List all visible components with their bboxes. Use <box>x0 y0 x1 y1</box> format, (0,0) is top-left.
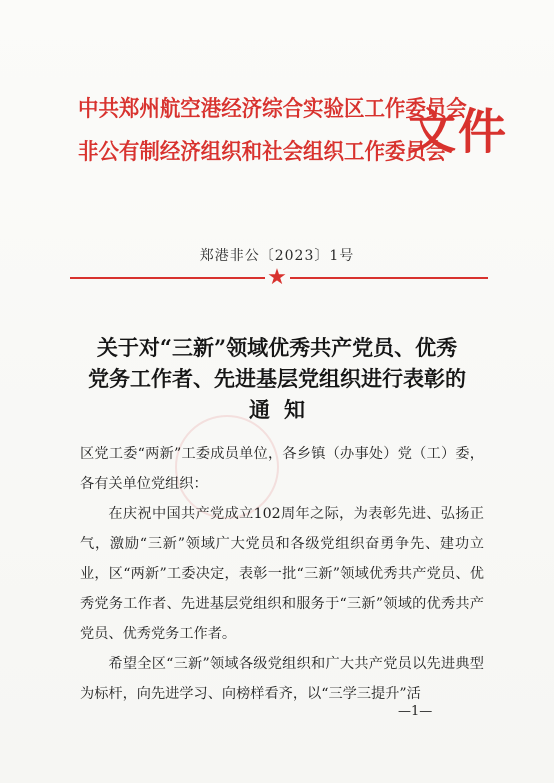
document-body <box>80 439 484 709</box>
red-rule-left <box>70 277 265 279</box>
page-number: —1— <box>398 704 433 719</box>
issuer-line-2: 非公有制经济组织和社会组织工作委员会 <box>78 139 447 165</box>
issuer-line-1: 中共郑州航空港经济综合实验区工作委员会 <box>78 96 467 122</box>
document-title <box>60 332 494 425</box>
title-line-2: 党务工作者、先进基层党组织进行表彰的 <box>88 366 466 391</box>
red-rule-right <box>290 277 488 279</box>
title-line-1: 关于对“三新”领域优秀共产党员、优秀 <box>96 335 458 360</box>
body-paragraph-1: 在庆祝中国共产党成立102周年之际，为表彰先进、弘扬正气，激励“三新”领域广大党员和各级党组织奋勇争先、建功立业，区“两新”工委决定，表彰一批“三新”领域优秀共产党员、优秀党务工作者、先进基层党组织和服务于“三新”领域的优秀共产党员、优秀党务工作者。 <box>80 506 484 642</box>
document-suffix: 文件 <box>408 104 509 160</box>
title-line-3: 通知 <box>249 397 319 422</box>
red-star-icon: ★ <box>267 265 287 290</box>
document-number: 郑港非公〔2023〕1号 <box>199 248 355 264</box>
document-header <box>78 88 509 198</box>
body-paragraph-2: 希望全区“三新”领域各级党组织和广大共产党员以先进典型为标杆，向先进学习、向榜样看齐，以“三学三提升”活 <box>80 656 484 702</box>
salutation: 区党工委“两新”工委成员单位，各乡镇（办事处）党（工）委，各有关单位党组织： <box>80 446 484 492</box>
